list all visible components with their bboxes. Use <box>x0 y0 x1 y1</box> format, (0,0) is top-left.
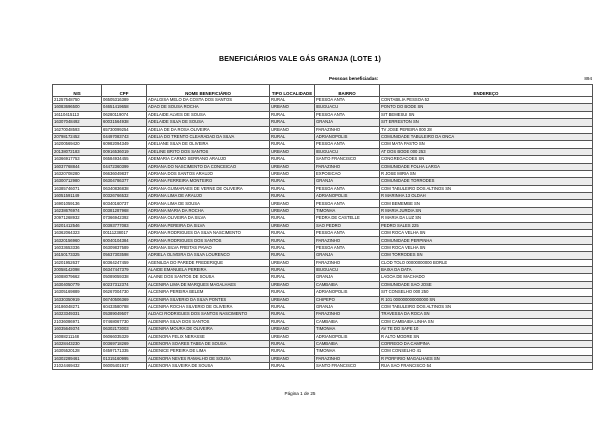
cell-nis: 16238676974 <box>53 207 102 214</box>
cell-tipo: RURAL <box>270 215 315 222</box>
cell-endereco: RUA SAO FRANCISCO 54 <box>380 363 593 370</box>
table-row <box>53 230 593 237</box>
cell-nome: ALDENICE PEREIRA DE LIMA <box>147 348 270 355</box>
cell-nis: 20058142098 <box>53 266 102 273</box>
cell-tipo: RURAL <box>270 141 315 148</box>
cell-tipo: RURAL <box>270 111 315 118</box>
cell-tipo: URBANO <box>270 222 315 229</box>
cell-bairro: IBUGUACU <box>315 148 380 155</box>
cell-endereco: COM MATA PASTO SN <box>380 141 593 148</box>
cell-nis: 16366917753 <box>53 156 102 163</box>
table-body <box>53 97 593 370</box>
cell-bairro: TIMONHA <box>315 348 380 355</box>
cell-tipo: URBANO <box>270 170 315 177</box>
cell-nome: ALDENIRA SILVA DOS SANTOS <box>147 318 270 325</box>
cell-nome: ADRIANA LIMA DE SOUSA <box>147 200 270 207</box>
cell-endereco: COM BEMEMBE SN <box>380 200 593 207</box>
table-row <box>53 252 593 259</box>
cell-nome: ALCENIRA SILVERIO DA SILVA PONTES <box>147 296 270 303</box>
cell-tipo: URBANO <box>270 259 315 266</box>
cell-bairro: GRANJA <box>315 252 380 259</box>
cell-nome: ADRIANA DO NASCIMENTO DA CONCEICAO <box>147 163 270 170</box>
cell-bairro: PESSOA ANTA <box>315 141 380 148</box>
cell-bairro: PARAZINHO <box>315 355 380 362</box>
table-row <box>53 259 593 266</box>
cell-nome: ALDENORA SOARES TABEA DE SOUSA <box>147 340 270 347</box>
table-row <box>53 363 593 370</box>
cell-nis: 16201412546 <box>53 222 102 229</box>
table-row <box>53 148 593 155</box>
table-row <box>53 163 593 170</box>
cell-nis: 16320156960 <box>53 237 102 244</box>
cell-bairro: CAMBAIBA <box>315 281 380 288</box>
cell-nome: ALDENIRA MOURA DE OLIVEIRA <box>147 326 270 333</box>
table-row <box>53 178 593 185</box>
cell-nome: ADRIANA PEREIRA DA SILVA <box>147 222 270 229</box>
cell-endereco: TRAVESSA DA ROCA SN <box>380 311 593 318</box>
cell-cpf: 06280119074 <box>102 111 147 118</box>
cell-cpf: 06740506369 <box>102 296 147 303</box>
cell-nis: 16362064323 <box>53 230 102 237</box>
cell-nome: ADRIELA OLIVEIRA DA SILVA LOURENCO <box>147 252 270 259</box>
cell-tipo: URBANO <box>270 333 315 340</box>
cell-nis: 16320708280 <box>53 170 102 177</box>
table-row <box>53 274 593 281</box>
cell-cpf: 60433580788 <box>102 303 147 310</box>
cell-endereco: COM TABULEIRO DOS ALTINOS SN <box>380 303 593 310</box>
cell-cpf: 60040104384 <box>102 237 147 244</box>
cell-endereco: PONTO DO BODE SN <box>380 104 593 111</box>
cell-cpf: 06267004730 <box>102 289 147 296</box>
table-row <box>53 133 593 140</box>
cell-nis: 16323349331 <box>53 311 102 318</box>
table-row <box>53 207 593 214</box>
cell-bairro: PARAZINHO <box>315 126 380 133</box>
cell-tipo: RURAL <box>270 348 315 355</box>
cell-tipo: RURAL <box>270 311 315 318</box>
cell-endereco: SIT BEMESUI SN <box>380 111 593 118</box>
cell-nis: 16305169889 <box>53 289 102 296</box>
cell-bairro: SANTO FRANCISCO <box>315 363 380 370</box>
table-row <box>53 215 593 222</box>
cell-bairro: EXPOSICAO <box>315 170 380 177</box>
cell-cpf: 60982094349 <box>102 141 147 148</box>
table-row <box>53 355 593 362</box>
cell-bairro: PESSOA ANTA <box>315 230 380 237</box>
cell-cpf: 60031564938 <box>102 119 147 126</box>
table-row <box>53 303 593 310</box>
cell-bairro: SANTO FRANCISCO <box>315 156 380 163</box>
beneficiary-count-value: 894 <box>584 76 592 81</box>
cell-nis: 16037768844 <box>53 163 102 170</box>
cell-nis: 16385746071 <box>53 185 102 192</box>
table-row <box>53 170 593 177</box>
cell-cpf: 04497083743 <box>102 133 147 140</box>
cell-bairro: PARAZINHO <box>315 163 380 170</box>
cell-tipo: URBANO <box>270 355 315 362</box>
cell-bairro: ADRIANOPOLIS <box>315 333 380 340</box>
cell-tipo: URBANO <box>270 207 315 214</box>
table-row <box>53 222 593 229</box>
cell-nome: ADALGISA MELO DA COSTA DOS SANTOS <box>147 97 270 104</box>
cell-tipo: RURAL <box>270 303 315 310</box>
cell-tipo: URBANO <box>270 200 315 207</box>
cell-cpf: 60364247459 <box>102 259 147 266</box>
cell-nis: 21024469432 <box>53 363 102 370</box>
cell-nome: ALDACI RODRIGUES DOS SANTOS NASCIMENTO <box>147 311 270 318</box>
cell-tipo: RURAL <box>270 244 315 251</box>
cell-cpf: 04597171335 <box>102 348 147 355</box>
cell-endereco: TV JOSE PEREIRA 000 28 <box>380 126 593 133</box>
cell-bairro: SAO PEDRO <box>315 222 380 229</box>
cell-nome: ADRIANA LIMA DE ARAUJO <box>147 193 270 200</box>
cell-nome: ALDENORA SILVEIRA DE SOUSA <box>147 363 270 370</box>
cell-cpf: 65730099254 <box>102 126 147 133</box>
cell-nome: ALCENIRA ROCHA SILVERIO DE OLIVEIRA <box>147 303 270 310</box>
page-footer: Página 1 de 25 <box>284 391 316 396</box>
cell-bairro: PEDRA DE CASTELLE <box>315 215 380 222</box>
cell-endereco: R 101 000000000000000 SN <box>380 296 593 303</box>
cell-endereco: CONGREGACOES SN <box>380 156 593 163</box>
cell-bairro: GRANJA <box>315 303 380 310</box>
cell-tipo: URBANO <box>270 296 315 303</box>
cell-bairro: ADRIANOPOLIS <box>315 133 380 140</box>
cell-bairro: PARAZINHO <box>315 259 380 266</box>
cell-nis: 21257548750 <box>53 97 102 104</box>
cell-endereco: LAGOA DE MACHADO <box>380 274 593 281</box>
cell-nome: ADEMARIA CARMO SERRANO ARAUJO <box>147 156 270 163</box>
cell-nome: ALDENORA NEVES RAMALHO DE SOUSA <box>147 355 270 362</box>
cell-cpf: 07468067730 <box>102 318 147 325</box>
cell-cpf: 06005401917 <box>102 363 147 370</box>
cell-endereco: BAIXA DA DATA <box>380 266 593 273</box>
cell-tipo: URBANO <box>270 148 315 155</box>
cell-nis: 16302289461 <box>53 355 102 362</box>
cell-nis: 16110415113 <box>53 111 102 118</box>
cell-nome: ADELIANE SILVA DE OLIVEIRA <box>147 141 270 148</box>
cell-nome: ADRIANA OLIVEIRA DA SILVA <box>147 215 270 222</box>
cell-nome: ADELAIDE SILVA DE SOUSA <box>147 119 270 126</box>
cell-endereco: COM TABULEIRO DOS ALTINOS SN <box>380 185 593 192</box>
column-header-nis: NIS <box>53 85 102 97</box>
cell-nis: 16051591149 <box>53 193 102 200</box>
cell-tipo: RURAL <box>270 274 315 281</box>
cell-cpf: 06636049837 <box>102 170 147 177</box>
cell-nis: 16901059136 <box>53 200 102 207</box>
cell-nis: 16307048492 <box>53 119 102 126</box>
cell-nome: ADELAIDE ALVES DE SOUSA <box>147 111 270 118</box>
column-header-tipo-localidade: TIPO LOCALIDADE <box>270 85 315 97</box>
table-row <box>53 289 593 296</box>
cell-nis: 20798172452 <box>53 133 102 140</box>
cell-cpf: 05089059338 <box>102 274 147 281</box>
table-row <box>53 200 593 207</box>
cell-endereco: COM CONSELHO 41 <box>380 348 593 355</box>
cell-tipo: URBANO <box>270 326 315 333</box>
cell-cpf: 06066035329 <box>102 333 147 340</box>
table-row <box>53 193 593 200</box>
cell-bairro: TIMONHA <box>315 326 380 333</box>
cell-nome: ADELIA DO TRENTO CLEARADAD DA SILVA <box>147 133 270 140</box>
cell-nome: ADRIANA RODRIGUES DOS SANTOS <box>147 237 270 244</box>
cell-endereco: COM ROCA VELHA SN <box>380 230 593 237</box>
cell-bairro: IBUGUACU <box>315 266 380 273</box>
cell-bairro: GRANJA <box>315 119 380 126</box>
cell-cpf: 05637303598 <box>102 252 147 259</box>
cell-endereco: COM TORRODES SN <box>380 252 593 259</box>
cell-bairro: PARAZINHO <box>315 237 380 244</box>
cell-tipo: RURAL <box>270 185 315 192</box>
cell-endereco: COMUNIDADE TORRODES <box>380 178 593 185</box>
cell-endereco: COMUNIDADE PERPINHA <box>380 237 593 244</box>
cell-nome: ADRIANA FERREIRA MONTEIRO <box>147 178 270 185</box>
table-row <box>53 326 593 333</box>
cell-nis: 16201952637 <box>53 259 102 266</box>
table-row <box>53 156 593 163</box>
cell-cpf: 00381287968 <box>102 207 147 214</box>
cell-cpf: 07366942392 <box>102 215 147 222</box>
cell-nis: 16270048593 <box>53 126 102 133</box>
table-row <box>53 185 593 192</box>
cell-bairro: ADRIANOPOLIS <box>315 193 380 200</box>
cell-endereco: COM CAMBAIBA LINHA SN <box>380 318 593 325</box>
cell-nome: ADAO DE SOUSA ROCHA <box>147 104 270 111</box>
cell-cpf: 06347447379 <box>102 266 147 273</box>
cell-nis: 20971268932 <box>53 215 102 222</box>
table-row <box>53 266 593 273</box>
cell-cpf: 60237312374 <box>102 281 147 288</box>
cell-bairro: IBUGUACU <box>315 104 380 111</box>
cell-nis: 21036086971 <box>53 318 102 325</box>
cell-bairro: ADRIANOPOLIS <box>315 289 380 296</box>
cell-nis: 16200569420 <box>53 141 102 148</box>
cell-cpf: 00916536019 <box>102 148 147 155</box>
cell-nome: ADRIANA RODRIGUES DA SILVA NASCIMENTO <box>147 230 270 237</box>
cell-endereco: COM ROCA VELHA SN <box>380 244 593 251</box>
cell-nis: 16304050779 <box>53 281 102 288</box>
cell-tipo: RURAL <box>270 363 315 370</box>
cell-nis: 16328443230 <box>53 340 102 347</box>
cell-endereco: SIT CONSELHO 000 250 <box>380 289 593 296</box>
cell-nis: 16305520128 <box>53 348 102 355</box>
document-title: BENEFICIÁRIOS VALE GÁS GRANJA (LOTE 1) <box>219 56 381 63</box>
cell-nis: 16083696500 <box>53 104 102 111</box>
cell-bairro: PESSOA ANTA <box>315 185 380 192</box>
column-header-endereco: ENDEREÇO <box>380 85 593 97</box>
cell-nome: ALCENIRA LIMA DE MARQUES MAGALHAES <box>147 281 270 288</box>
cell-cpf: 60340160737 <box>102 200 147 207</box>
table-row <box>53 237 593 244</box>
column-header-cpf: CPF <box>102 85 147 97</box>
cell-tipo: URBANO <box>270 126 315 133</box>
cell-endereco: PEDRO SALES 225 <box>380 222 593 229</box>
cell-bairro: PESSOA ANTA <box>315 200 380 207</box>
table-header-row <box>53 85 593 97</box>
cell-cpf: 00393777083 <box>102 222 147 229</box>
cell-tipo: RURAL <box>270 97 315 104</box>
cell-tipo: RURAL <box>270 133 315 140</box>
cell-nome: ADELINE BRITO DOS SANTOS <box>147 148 270 155</box>
beneficiary-count-label: Pessoas beneficiadas: <box>329 76 379 81</box>
cell-bairro: CAMBAIBA <box>315 340 380 347</box>
cell-nome: ALDENORA FELIX NERASSE <box>147 333 270 340</box>
table-row <box>53 141 593 148</box>
cell-nome: ADRIANA DOS SANTOS ARAUJO <box>147 170 270 177</box>
cell-endereco: COMUNIDADE FOLHA LARGA <box>380 163 593 170</box>
cell-tipo: RURAL <box>270 230 315 237</box>
cell-nome: ALCENIRA PEREIRA BELEM <box>147 289 270 296</box>
cell-bairro: PESSOA ANTA <box>315 244 380 251</box>
cell-nome: ALAINE DOS SANTOS DE SOUSA <box>147 274 270 281</box>
table-row <box>53 119 593 126</box>
table-row <box>53 281 593 288</box>
table-row <box>53 340 593 347</box>
cell-nis: 16035649374 <box>53 326 102 333</box>
cell-nis: 16186048271 <box>53 303 102 310</box>
cell-cpf: 04651419658 <box>102 104 147 111</box>
cell-endereco: SIT ERRESTON SN <box>380 119 593 126</box>
table-row <box>53 97 593 104</box>
table-row <box>53 333 593 340</box>
cell-cpf: 05389049507 <box>102 311 147 318</box>
cell-cpf: 06302173003 <box>102 326 147 333</box>
cell-tipo: RURAL <box>270 178 315 185</box>
cell-nome: ADRIANA MARIA DA ROCHA <box>147 207 270 214</box>
cell-tipo: RURAL <box>270 266 315 273</box>
cell-endereco: R ALTO MODRE SN <box>380 333 593 340</box>
cell-cpf: 06309837589 <box>102 244 147 251</box>
cell-nis: 16033653336 <box>53 244 102 251</box>
cell-nome: ADRIANA SILVA FREITAS PAVAO <box>147 244 270 251</box>
cell-endereco: R MARINHA 13 OLDAH <box>380 193 593 200</box>
cell-endereco: R MARIA DA LUZ SN <box>380 215 593 222</box>
cell-tipo: RURAL <box>270 340 315 347</box>
cell-cpf: 06304786377 <box>102 178 147 185</box>
cell-cpf: 01315160995 <box>102 355 147 362</box>
cell-endereco: AV TE DO SAPE 10 <box>380 326 593 333</box>
cell-tipo: URBANO <box>270 104 315 111</box>
cell-cpf: 00111238017 <box>102 230 147 237</box>
cell-nis: 16150173325 <box>53 252 102 259</box>
cell-tipo: URBANO <box>270 281 315 288</box>
column-header-bairro: BAIRRO <box>315 85 380 97</box>
table-row <box>53 296 593 303</box>
cell-bairro: PESSOA ANTA <box>315 111 380 118</box>
cell-nis: 16330350919 <box>53 296 102 303</box>
cell-tipo: RURAL <box>270 193 315 200</box>
beneficiary-table <box>52 84 593 370</box>
cell-bairro: PESSOA ANTA <box>315 97 380 104</box>
table-row <box>53 318 593 325</box>
cell-nome: AGENILDA DO PAREDE FREDERIQUE <box>147 259 270 266</box>
cell-endereco: COMUNIDADE TABULEIRO DA ONCA <box>380 133 593 140</box>
cell-cpf: 04472360399 <box>102 163 147 170</box>
cell-tipo: RURAL <box>270 119 315 126</box>
cell-nome: ADRIANA GUIMARAES DE VERNE DE OLIVEIRA <box>147 185 270 192</box>
cell-nis: 16088211148 <box>53 333 102 340</box>
cell-cpf: 06505316389 <box>102 97 147 104</box>
cell-tipo: RURAL <box>270 289 315 296</box>
cell-bairro: CAMBAIBA <box>315 318 380 325</box>
cell-bairro: PARAZINHO <box>315 311 380 318</box>
cell-nis: 20138072183 <box>53 148 102 155</box>
cell-cpf: 06584934455 <box>102 156 147 163</box>
table-row <box>53 104 593 111</box>
table-row <box>53 126 593 133</box>
cell-endereco: AT DOS BODE 000 253 <box>380 148 593 155</box>
cell-endereco: CLOD TOLO 00000000000 BORLE <box>380 259 593 266</box>
cell-endereco: R MARIA JURDIA SN <box>380 207 593 214</box>
cell-tipo: RURAL <box>270 252 315 259</box>
column-header-nome: NOME BENEFICIÁRIO <box>147 85 270 97</box>
table-row <box>53 311 593 318</box>
cell-nome: ADELIA DE DA ROSA OLIVEIRA <box>147 126 270 133</box>
cell-nis: 16088079662 <box>53 274 102 281</box>
cell-tipo: RURAL <box>270 237 315 244</box>
cell-cpf: 00369718269 <box>102 340 147 347</box>
cell-bairro: GRANJA <box>315 178 380 185</box>
table-row <box>53 244 593 251</box>
cell-nis: 16300712980 <box>53 178 102 185</box>
cell-endereco: COMUNIDADE SAO JOSE <box>380 281 593 288</box>
cell-tipo: RURAL <box>270 318 315 325</box>
cell-nome: ALAIDE EMANUELA PEREIRA <box>147 266 270 273</box>
cell-cpf: 06340836838 <box>102 185 147 192</box>
cell-endereco: R JOSE MIRIA SN <box>380 170 593 177</box>
cell-bairro: GRANJA <box>315 274 380 281</box>
cell-endereco: CONTABILIA PESSOA 52 <box>380 97 593 104</box>
table-row <box>53 111 593 118</box>
cell-bairro: TIMONHA <box>315 207 380 214</box>
cell-endereco: R PORFIRIO MAGALHAES SN <box>380 355 593 362</box>
cell-bairro: CHIPEPO <box>315 296 380 303</box>
table-row <box>53 348 593 355</box>
cell-tipo: URBANO <box>270 163 315 170</box>
cell-endereco: CORREGO DA CAMPINA <box>380 340 593 347</box>
cell-cpf: 00326766532 <box>102 193 147 200</box>
cell-tipo: RURAL <box>270 156 315 163</box>
